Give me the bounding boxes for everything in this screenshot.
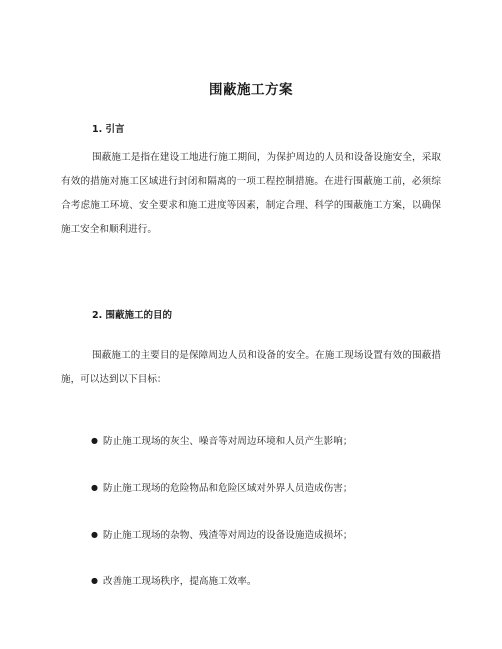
list-item-text: 改善施工现场秩序，提高施工效率。 (103, 576, 257, 587)
introduction-paragraph: 围蔽施工是指在建设工地进行施工期间，为保护周边的人员和设备设施安全，采取有效的措施对施工区域进行封闭和隔离的一项工程控制措施。在进行围蔽施工前，必须综合考虑施工环境、安全要求和施工进度等因素，制定合理、科学的围蔽施工方案，以确保施工安全和顺利进行。 (61, 152, 441, 235)
document-title: 围蔽施工方案 (209, 82, 293, 98)
section-heading-purpose: 2. 围蔽施工的目的 (92, 310, 173, 321)
list-item-text: 防止施工现场的危险物品和危险区域对外界人员造成伤害； (103, 483, 353, 494)
list-item-text: 防止施工现场的杂物、残渣等对周边的设备设施造成损坏； (103, 530, 353, 541)
list-item (91, 527, 352, 541)
list-item (91, 433, 352, 447)
section-heading-introduction: 1. 引言 (92, 124, 125, 135)
list-item (91, 480, 352, 494)
purpose-paragraph: 围蔽施工的主要目的是保障周边人员和设备的安全。在施工现场设置有效的围蔽措施，可以达到以下目标： (61, 350, 441, 385)
list-item-text: 防止施工现场的灰尘、噪音等对周边环境和人员产生影响； (103, 436, 353, 447)
bullet-dot-icon: ● (91, 483, 98, 492)
list-item (91, 573, 257, 587)
bullet-dot-icon: ● (91, 530, 98, 539)
bullet-dot-icon: ● (91, 576, 98, 585)
bullet-dot-icon: ● (91, 436, 98, 445)
